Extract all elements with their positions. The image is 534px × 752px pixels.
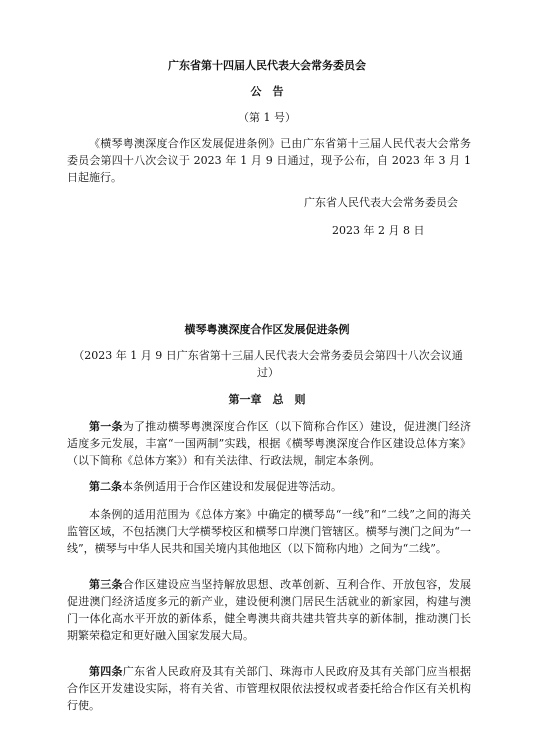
signatory: 广东省人民代表大会常务委员会 <box>304 196 458 209</box>
org-title: 广东省第十四届人民代表大会常务委员会 <box>168 59 366 72</box>
announcement-date: 2023 年 2 月 8 日 <box>332 224 425 237</box>
article-label: 第三条 <box>89 578 123 591</box>
article-3 <box>67 576 471 644</box>
article-text: 广东省人民政府及其有关部门、珠海市人民政府及其有关部门应当根据合作区开发建设实际，将有关省、市管理权限依法授权或者委托给合作区有关机构行使。 <box>67 665 472 712</box>
notice-number: （第 1 号） <box>238 111 296 124</box>
article-text: 为了推动横琴粤澳深度合作区（以下简称合作区）建设，促进澳门经济适度多元发展，丰富“一国两制”实践，根据《横琴粤澳深度合作区建设总体方案》（以下简称《总体方案》）和有关法律、行政法规，制定本条例。 <box>67 420 472 467</box>
article-label: 第四条 <box>89 665 123 678</box>
article-text: 合作区建设应当坚持解放思想、改革创新、互利合作、开放包容，发展促进澳门经济适度多元的新产业，建设便利澳门居民生活就业的新家园，构建与澳门一体化高水平开放的新体系，健全粤澳共商共建共管共享的新体制，推动澳门长期繁荣稳定和更好融入国家发展大局。 <box>67 578 472 642</box>
chapter-title: 第一章 总 则 <box>228 393 306 406</box>
article-2 <box>67 478 471 495</box>
notice-title: 公 告 <box>250 85 284 98</box>
regulation-title: 横琴粤澳深度合作区发展促进条例 <box>184 323 350 336</box>
adoption-note: （2023 年 1 月 9 日广东省第十三届人民代表大会常务委员会第四十八次会议通过） <box>73 349 463 379</box>
article-4 <box>67 663 471 714</box>
announcement-body: 《横琴粤澳深度合作区发展促进条例》已由广东省第十三届人民代表大会常务委员会第四十八次会议于 2023 年 1 月 9 日通过，现予公布，自 2023 年 3 月 1 日起施行。 <box>67 137 471 184</box>
article-2-paragraph-2 <box>67 506 471 557</box>
article-1 <box>67 418 471 469</box>
article-text: 本条例适用于合作区建设和发展促进等活动。 <box>122 480 342 493</box>
article-label: 第二条 <box>89 480 122 493</box>
article-text: 本条例的适用范围为《总体方案》中确定的横琴岛“一线”和“二线”之间的海关监管区域，不包括澳门大学横琴校区和横琴口岸澳门管辖区。横琴与澳门之间为“一线”，横琴与中华人民共和国关境内其他地区（以下简称内地）之间为“二线”。 <box>67 508 471 555</box>
article-label: 第一条 <box>89 420 123 433</box>
